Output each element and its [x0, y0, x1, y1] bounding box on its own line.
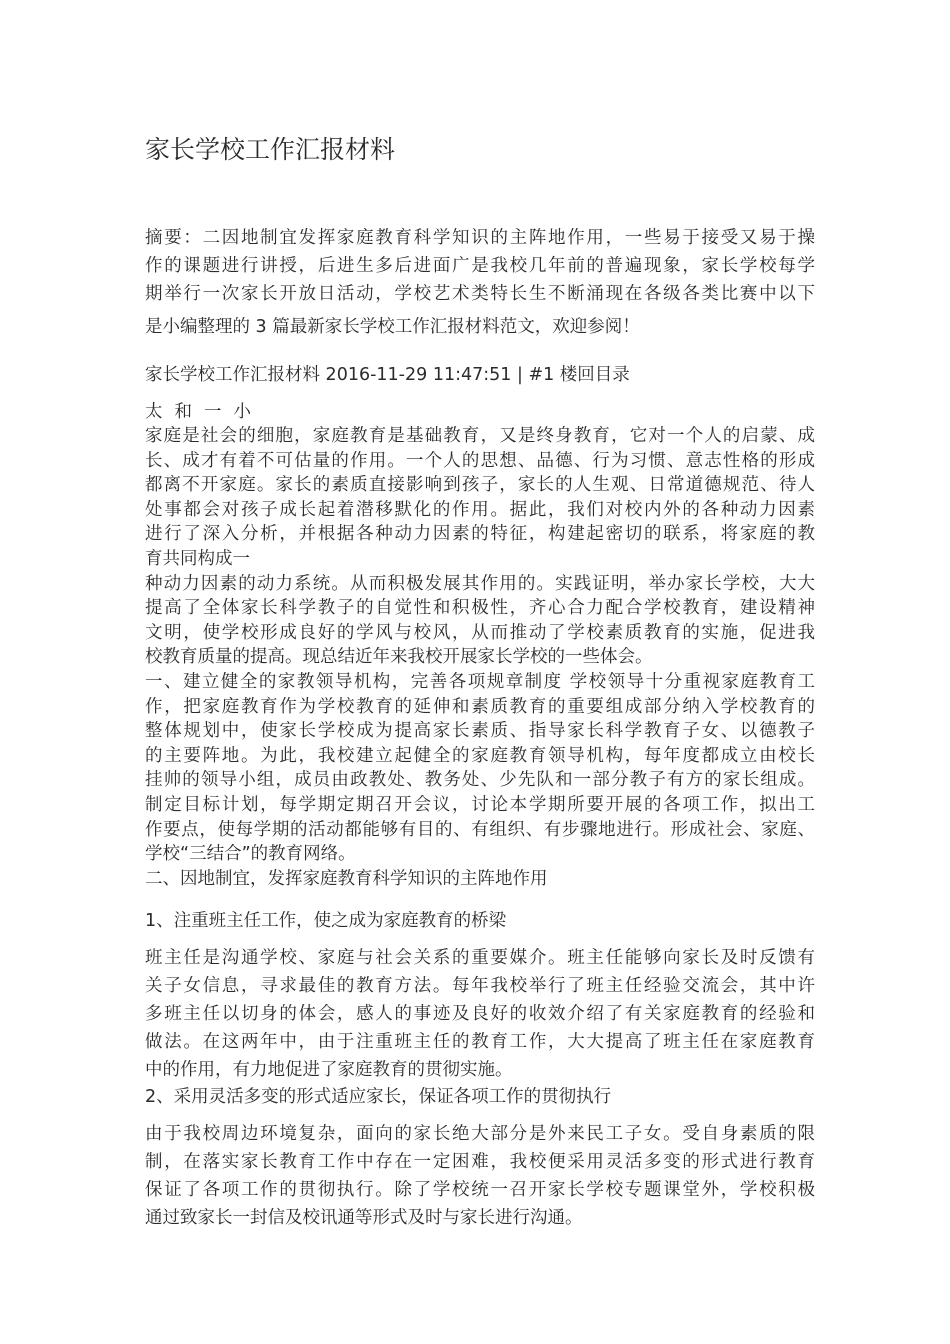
body-line: 文明，使学校形成良好的学风与校风，从而推动了学校素质教育的实施，促进我: [145, 622, 815, 643]
body-line: 作，把家庭教育作为学校教育的延伸和素质教育的重要组成部分纳入学校教育的: [145, 696, 815, 717]
section-1-text: [145, 944, 815, 1084]
section-2-line: 保证了各项工作的贯彻执行。除了学校统一召开家长学校专题课堂外，学校积极: [145, 1180, 815, 1200]
body-line: 一、建立健全的家教领导机构，完善各项规章制度 学校领导十分重视家庭教育工: [145, 671, 815, 692]
body-text: [145, 424, 815, 891]
abstract-line: 作的课题进行讲授，后进生多后进面广是我校几年前的普遍现象，家长学校每学: [145, 256, 815, 276]
abstract-line: 期举行一次家长开放日活动，学校艺术类特长生不断涌现在各级各类比赛中以下: [145, 284, 815, 304]
body-line: 整体规划中，使家长学校成为提高家长素质、指导家长科学教育子女、以德教子: [145, 721, 815, 742]
abstract-line: 摘要：二因地制宜发挥家庭教育科学知识的主阵地作用，一些易于接受又易于操: [145, 228, 815, 248]
section-1-line: 多班主任以切身的体会，感人的事迹及良好的收效介绍了有关家庭教育的经验和: [145, 1004, 815, 1024]
body-line: 校教育质量的提高。现总结近年来我校开展家长学校的一些体会。: [145, 647, 653, 668]
section-1-line: 班主任是沟通学校、家庭与社会关系的重要媒介。班主任能够向家长及时反馈有: [145, 948, 815, 968]
section-2-heading: 2、采用灵活多变的形式适应家长，保证各项工作的贯彻执行: [145, 1087, 612, 1107]
body-line: 作要点，使每学期的活动都能够有目的、有组织、有步骤地进行。形成社会、家庭、: [145, 819, 815, 840]
document-title: 家长学校工作汇报材料: [145, 135, 396, 164]
section-2-line: 制，在落实家长教育工作中存在一定困难，我校便采用灵活多变的形式进行教育: [145, 1152, 815, 1172]
section-2-line: 由于我校周边环境复杂，面向的家长绝大部分是外来民工子女。受自身素质的限: [145, 1124, 815, 1144]
section-1-line: 关子女信息，寻求最佳的教育方法。每年我校举行了班主任经验交流会，其中许: [145, 976, 815, 996]
body-line: 长、成才有着不可估量的作用。一个人的思想、品德、行为习惯、意志性格的形成: [145, 450, 815, 471]
post-header: 家长学校工作汇报材料 2016-11-29 11:47:51 | #1 楼回目录: [145, 365, 630, 385]
section-2-text: [145, 1120, 815, 1232]
section-2-line: 通过致家长一封信及校讯通等形式及时与家长进行沟通。: [145, 1208, 583, 1228]
body-line: 育共同构成一: [145, 548, 250, 569]
body-line: 进行了深入分析，并根据各种动力因素的特征，构建起密切的联系，将家庭的教: [145, 524, 815, 545]
section-1-line: 中的作用，有力地促进了家庭教育的贯彻实施。: [145, 1060, 513, 1080]
body-line: 制定目标计划，每学期定期召开会议，讨论本学期所要开展的各项工作，拟出工: [145, 794, 815, 815]
body-line: 提高了全体家长科学教子的自觉性和积极性，齐心合力配合学校教育，建设精神: [145, 598, 815, 619]
abstract-note: 是小编整理的 3 篇最新家长学校工作汇报材料范文，欢迎参阅！: [145, 317, 640, 337]
body-line: 处事都会对孩子成长起着潜移默化的作用。据此，我们对校内外的各种动力因素: [145, 499, 815, 520]
body-line: 都离不开家庭。家长的素质直接影响到孩子，家长的人生观、日常道德规范、待人: [145, 475, 815, 496]
body-line: 二、因地制宜，发挥家庭教育科学知识的主阵地作用: [145, 868, 548, 889]
body-line: 的主要阵地。为此，我校建立起健全的家庭教育领导机构，每年度都成立由校长: [145, 745, 815, 766]
body-line: 挂帅的领导小组，成员由政教处、教务处、少先队和一部分教子有方的家长组成。: [145, 770, 815, 791]
author: 太和一小: [145, 402, 263, 422]
body-line: 种动力因素的动力系统。从而积极发展其作用的。实践证明，举办家长学校，大大: [145, 573, 815, 594]
section-1-heading: 1、注重班主任工作，使之成为家庭教育的桥梁: [145, 911, 507, 931]
abstract: [145, 224, 815, 308]
body-line: 学校“三结合”的教育网络。: [145, 844, 356, 865]
section-1-line: 做法。在这两年中，由于注重班主任的教育工作，大大提高了班主任在家庭教育: [145, 1032, 815, 1052]
body-line: 家庭是社会的细胞，家庭教育是基础教育，又是终身教育，它对一个人的启蒙、成: [145, 426, 815, 446]
